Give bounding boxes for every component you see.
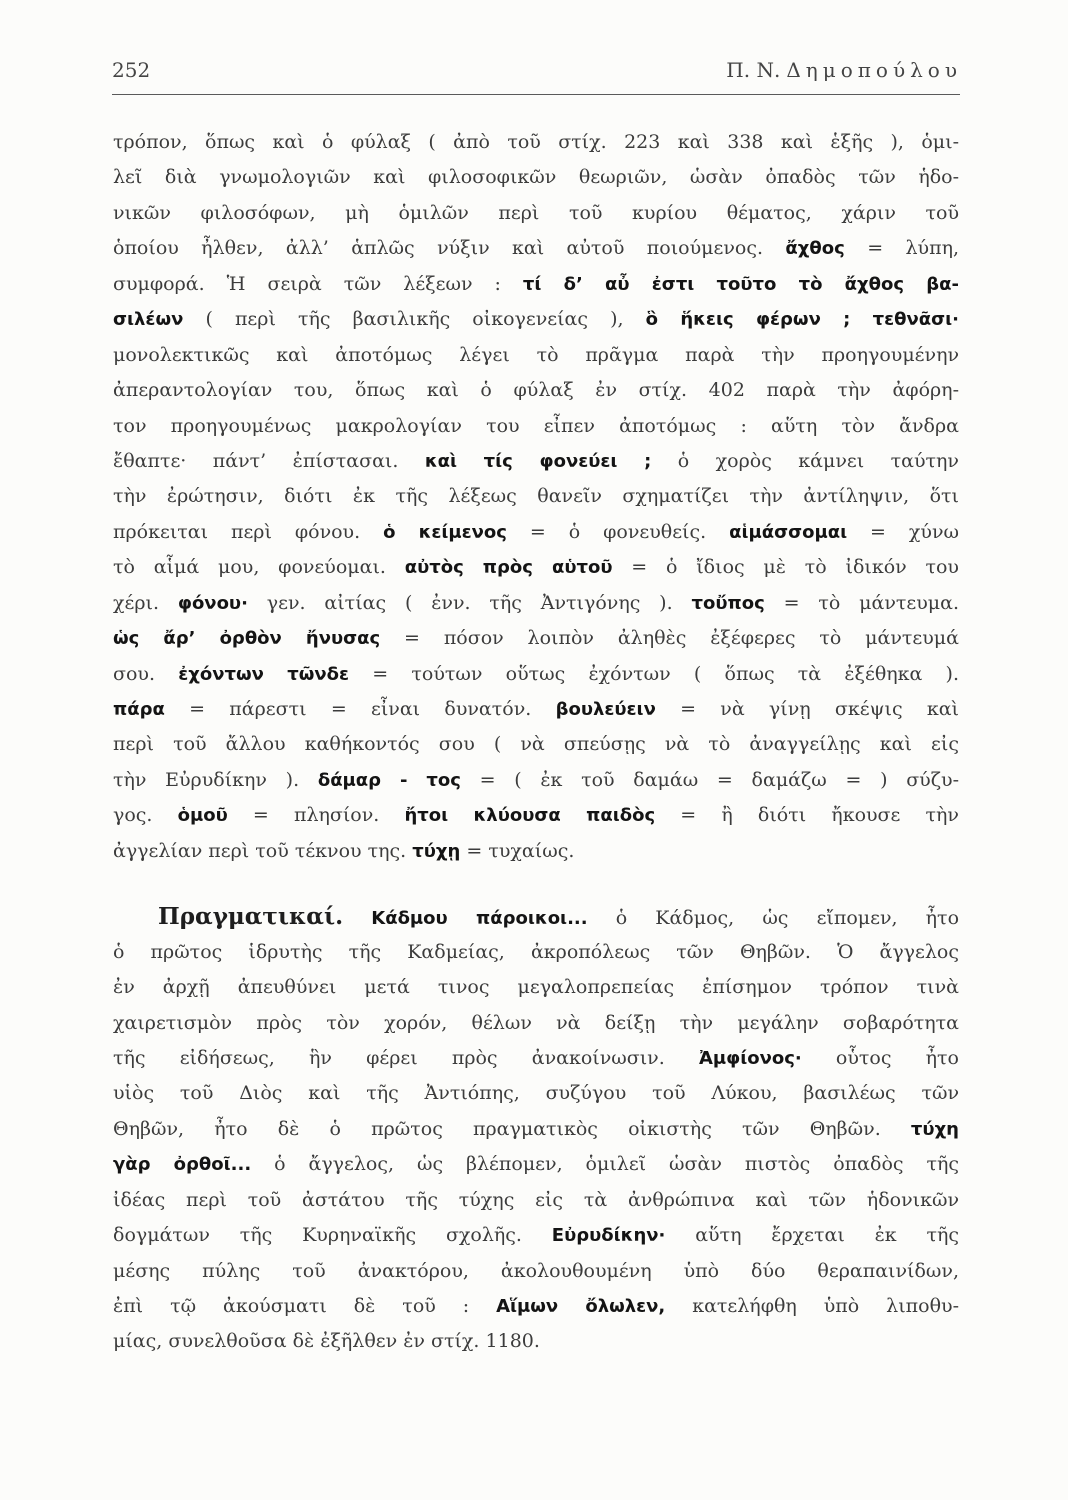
text-run: ἐν ἀρχῇ ἀπευθύνει μετά τινος μεγαλοπρεπείας ἐπίσημον τρόπον τινὰ — [113, 976, 959, 999]
text-run: μέσης πύλης τοῦ ἀνακτόρου, ἀκολουθουμένη ὑπὸ δύο θεραπαινίδων, — [113, 1259, 959, 1282]
text-run: υἱὸς τοῦ Διὸς καὶ τῆς Ἀντιόπης, συζύγου τοῦ Λύκου, βασιλέως τῶν — [113, 1082, 959, 1105]
text-line — [113, 1289, 959, 1324]
text-line — [113, 834, 959, 869]
lemma-term: τοὔπος — [691, 592, 765, 614]
text-run: τὸ αἷμά μου, φονεύομαι. — [113, 556, 386, 579]
lemma-term: ἐχόντων τῶνδε — [178, 663, 350, 685]
text-run: = ἢ διότι ἤκουσε τὴν — [680, 804, 959, 827]
text-line — [113, 160, 959, 195]
text-run: σου. — [113, 662, 155, 685]
text-run: ἰδέας περὶ τοῦ ἀστάτου τῆς τύχης εἰς τὰ ἀνθρώπινα καὶ τῶν ἡδονικῶν — [113, 1188, 959, 1211]
text-run: τὴν Εὐρυδίκην ). — [113, 768, 300, 791]
lemma-term: ἤτοι κλύουσα παιδὸς — [404, 805, 656, 827]
text-line — [113, 550, 959, 585]
lemma-term: σιλέων — [113, 309, 184, 331]
text-line — [113, 1324, 959, 1359]
text-run: ἔθαπτε· πάντ’ ἐπίστασαι. — [113, 449, 399, 472]
text-run: = ( ἐκ τοῦ δαμάω = δαμάζω = ) σύζυ- — [479, 768, 959, 791]
text-run: κατελήφθη ὑπὸ λιποθυ- — [692, 1295, 959, 1317]
text-line — [113, 1006, 959, 1041]
text-line — [113, 899, 959, 934]
text-line — [113, 444, 959, 479]
text-line — [113, 231, 959, 266]
text-run: γεν. αἰτίας ( ἐνν. τῆς Ἀντιγόνης ). — [266, 591, 673, 614]
text-run: Θηβῶν, ἦτο δὲ ὁ πρῶτος πραγματικὸς οἰκιστὴς τῶν Θηβῶν. — [113, 1117, 881, 1140]
lemma-term: ὡς ἄρ’ ὀρθὸν ἤνυσας — [113, 628, 381, 650]
text-run: = πόσον λοιπὸν ἀληθὲς ἐξέφερες τὸ μάντευμά — [404, 627, 959, 650]
text-run: = τυχαίως. — [466, 839, 575, 862]
author-surname: Δημοπούλου — [786, 58, 962, 82]
text-line — [113, 1254, 959, 1289]
lemma-term: δάμαρ - τος — [317, 769, 461, 791]
text-line — [113, 657, 959, 692]
text-run: μονολεκτικῶς καὶ ἀποτόμως λέγει τὸ πρᾶγμα παρὰ τὴν προηγουμένην — [113, 343, 959, 366]
text-line — [113, 935, 959, 970]
text-line — [113, 1147, 959, 1182]
text-run: ἐπὶ τῷ ἀκούσματι δὲ τοῦ : — [113, 1295, 470, 1317]
text-line — [113, 586, 959, 621]
lemma-term: αἱμάσσομαι — [729, 521, 848, 543]
lemma-term: φόνου· — [177, 592, 248, 614]
lemma-term: ὃ ἥκεις φέρων ; τεθνᾶσι· — [645, 309, 959, 331]
text-run: νικῶν φιλοσόφων, μὴ ὁμιλῶν περὶ τοῦ κυρίου θέματος, χάριν τοῦ — [113, 201, 959, 224]
lemma-term: τύχη — [910, 1118, 959, 1140]
text-run: ὁ ἄγγελος, ὡς βλέπομεν, ὁμιλεῖ ὡσὰν πιστὸς ὀπαδὸς τῆς — [274, 1153, 959, 1176]
section-heading: Πραγματικαί. — [158, 903, 344, 931]
lemma-term: πάρα — [113, 699, 165, 720]
text-run: = ὁ φονευθείς. — [529, 520, 707, 543]
text-line — [113, 692, 959, 727]
text-line — [113, 479, 959, 514]
text-line — [113, 1076, 959, 1111]
text-line — [113, 302, 959, 337]
commentary-paragraph — [113, 125, 959, 869]
lemma-term: καὶ τίς φονεύει ; — [424, 450, 652, 472]
text-run: περὶ τοῦ ἄλλου καθήκοντός σου ( νὰ σπεύσῃς νὰ τὸ ἀναγγείλῃς καὶ εἰς — [113, 733, 959, 756]
lemma-term: Εὐρυδίκην· — [551, 1225, 666, 1247]
text-run: χέρι. — [113, 591, 160, 614]
lemma-term: Αἵμων ὄλωλεν, — [496, 1296, 666, 1317]
text-line — [113, 621, 959, 656]
text-run: ὁ Κάδμος, ὡς εἴπομεν, ἦτο — [615, 907, 959, 930]
text-run: χαιρετισμὸν πρὸς τὸν χορόν, θέλων νὰ δείξῃ τὴν μεγάλην σοβαρότητα — [113, 1011, 959, 1034]
author-initials: Π. Ν. — [726, 58, 781, 82]
text-run: = λύπη, — [867, 237, 959, 260]
text-line — [113, 1041, 959, 1076]
text-run: δογμάτων τῆς Κυρηναϊκῆς σχολῆς. — [113, 1224, 522, 1247]
text-line — [113, 727, 959, 762]
text-line — [113, 267, 959, 302]
page-number: 252 — [112, 58, 151, 82]
text-run: ( περὶ τῆς βασιλικῆς οἰκογενείας ), — [205, 308, 624, 331]
text-run: τρόπον, ὅπως καὶ ὁ φύλαξ ( ἀπὸ τοῦ στίχ. 223 καὶ 338 καὶ ἑξῆς ), ὁμι- — [113, 131, 959, 153]
lemma-term: γὰρ ὀρθοῖ... — [113, 1154, 252, 1176]
text-run: τὴν ἐρώτησιν, διότι ἐκ τῆς λέξεως θανεῖν σχηματίζει τὴν ἀντίληψιν, ὅτι — [113, 485, 959, 508]
text-line — [113, 409, 959, 444]
header-rule — [112, 94, 960, 95]
text-line — [113, 338, 959, 373]
text-run: ὁ χορὸς κάμνει ταύτην — [677, 449, 959, 472]
text-line — [113, 798, 959, 833]
lemma-term: αὐτὸς πρὸς αὑτοῦ — [404, 557, 613, 579]
text-line — [113, 373, 959, 408]
text-run: = χύνω — [870, 520, 959, 543]
text-run: = πάρεστι = εἶναι δυνατόν. — [189, 698, 532, 720]
lemma-term: τί δ’ αὖ ἐστι τοῦτο τὸ ἄχθος βα- — [522, 273, 959, 295]
text-line — [113, 1183, 959, 1218]
text-run: οὗτος ἦτο — [835, 1046, 959, 1069]
text-run: = τούτων οὕτως ἐχόντων ( ὅπως τὰ ἐξέθηκα ). — [372, 662, 959, 685]
lemma-term: Κάδμου πάροικοι... — [371, 908, 588, 930]
text-run: ὁποίου ἦλθεν, ἀλλ’ ἁπλῶς νύξιν καὶ αὐτοῦ ποιούμενος. — [113, 237, 764, 260]
text-line — [113, 1112, 959, 1147]
text-run: τον προηγουμένως μακρολογίαν του εἶπεν ἀποτόμως : αὕτη τὸν ἄνδρα — [113, 414, 959, 437]
text-run: ὁ πρῶτος ἱδρυτὴς τῆς Καδμείας, ἀκροπόλεως τῶν Θηβῶν. Ὁ ἄγγελος — [113, 940, 959, 963]
text-line — [113, 1218, 959, 1253]
text-run: = τὸ μάντευμα. — [783, 591, 959, 614]
text-run: ἀγγελίαν περὶ τοῦ τέκνου της. — [113, 839, 407, 862]
realia-paragraph — [113, 899, 959, 1360]
text-run: τῆς εἰδήσεως, ἣν φέρει πρὸς ἀνακοίνωσιν. — [113, 1046, 665, 1069]
page-body — [113, 125, 959, 1360]
lemma-term: βουλεύειν — [555, 699, 656, 720]
lemma-term: Ἀμφίονος· — [698, 1047, 802, 1069]
running-head — [726, 56, 962, 84]
text-run: = ὁ ἴδιος μὲ τὸ ἰδικόν του — [631, 556, 959, 579]
text-run: ἀπεραντολογίαν του, ὅπως καὶ ὁ φύλαξ ἐν στίχ. 402 παρὰ τὴν ἀφόρη- — [113, 379, 959, 402]
text-line — [113, 763, 959, 798]
text-line — [113, 970, 959, 1005]
text-line — [113, 196, 959, 231]
text-run: = νὰ γίνῃ σκέψις καὶ — [680, 698, 959, 720]
text-run: συμφορά. Ἡ σειρὰ τῶν λέξεων : — [113, 272, 501, 295]
text-run: = πλησίον. — [252, 804, 380, 827]
lemma-term: ὁ κείμενος — [383, 521, 507, 543]
lemma-term: ἄχθος — [785, 238, 845, 260]
text-run: λεῖ διὰ γνωμολογιῶν καὶ φιλοσοφικῶν θεωριῶν, ὡσὰν ὀπαδὸς τῶν ἡδο- — [113, 166, 959, 189]
lemma-term: τύχῃ — [412, 840, 461, 862]
text-run: αὕτη ἔρχεται ἐκ τῆς — [695, 1224, 959, 1247]
text-line — [113, 125, 959, 160]
text-line — [113, 515, 959, 550]
text-run: γος. — [113, 804, 153, 827]
text-run: πρόκειται περὶ φόνου. — [113, 520, 361, 543]
lemma-term: ὁμοῦ — [177, 805, 228, 827]
text-run: μίας, συνελθοῦσα δὲ ἐξῆλθεν ἐν στίχ. 1180. — [113, 1330, 540, 1353]
